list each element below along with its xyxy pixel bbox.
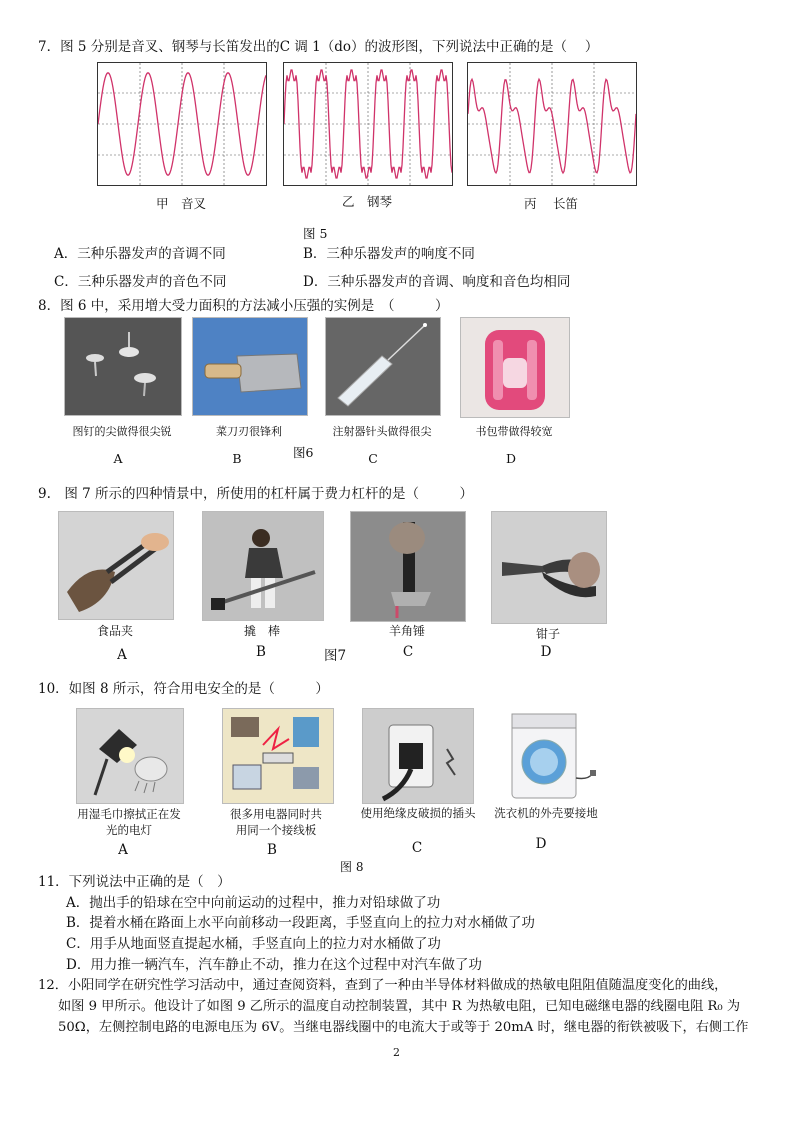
q9-letter-b: B xyxy=(256,644,266,660)
wave-flute xyxy=(467,62,637,186)
crowbar-image xyxy=(202,511,324,621)
wave-piano xyxy=(283,62,453,186)
wave-tuning-fork-graph xyxy=(98,63,266,185)
fig8-title: 图 8 xyxy=(340,860,364,874)
pliers-image xyxy=(491,511,607,624)
q12-line-3: 50Ω，左侧控制电路的电源电压为 6V。当继电器线圈中的电流大于或等于 20mA 时，继电器的衔铁被吸下，右侧工作 xyxy=(58,1020,749,1035)
cleaver-image xyxy=(192,317,308,416)
wave-flute-graph xyxy=(468,63,636,185)
q11-option-c: C．用手从地面竖直提起水桶，手竖直向上的拉力对水桶做了功 xyxy=(66,936,441,952)
q7-stem: 7．图 5 分别是音叉、钢琴与长笛发出的C 调 1（do）的波形图，下列说法中正确的是（ ） xyxy=(38,39,599,55)
q8-stem: 8．图 6 中，采用增大受力面积的方法减小压强的实例是 （ ） xyxy=(38,298,449,314)
q9-letter-c: C xyxy=(402,644,414,660)
fig7-title: 图7 xyxy=(324,648,347,664)
syringe-image xyxy=(325,317,441,416)
q8-caption-b: 菜刀刃很锋利 xyxy=(216,425,282,438)
q9-caption-a: 食品夹 xyxy=(96,624,133,638)
washing-machine-image xyxy=(500,708,606,802)
q10-caption-a: 用湿毛巾擦拭正在发光的电灯 xyxy=(77,807,181,837)
q11-stem: 11．下列说法中正确的是（ ） xyxy=(38,874,231,890)
fig5-title: 图 5 xyxy=(303,226,328,241)
q8-letter-d: D xyxy=(505,451,517,466)
page-number: 2 xyxy=(393,1046,400,1059)
q7-option-c: C．三种乐器发声的音色不同 xyxy=(54,274,227,290)
q7-option-d: D．三种乐器发声的音调、响度和音色均相同 xyxy=(303,274,571,290)
q10-letter-a: A xyxy=(118,842,128,858)
wave-label-b: 乙 钢琴 xyxy=(341,194,392,209)
q11-option-b: B．提着水桶在路面上水平向前移动一段距离，手竖直向上的拉力对水桶做了功 xyxy=(66,915,535,931)
q7-option-b: B．三种乐器发声的响度不同 xyxy=(303,246,475,262)
q12-line-1: 12．小阳同学在研究性学习活动中，通过查阅资料，查到了一种由半导体材料做成的热敏电阻阻值随温度变化的曲线， xyxy=(38,978,728,993)
wave-label-a: 甲 音叉 xyxy=(155,196,206,211)
q12-line-2: 如图 9 甲所示。他设计了如图 9 乙所示的温度自动控制装置，其中 R 为热敏电阻，已知电磁继电器的线圈电阻 R₀ 为 xyxy=(58,999,741,1014)
q9-caption-c: 羊角锤 xyxy=(388,624,425,638)
q9-caption-b: 撬 棒 xyxy=(243,624,280,638)
q8-caption-d: 书包带做得较宽 xyxy=(475,425,553,438)
q10-caption-d: 洗衣机的外壳要接地 xyxy=(494,806,598,820)
fig6-title: 图6 xyxy=(293,445,314,460)
food-tongs-image xyxy=(58,511,174,620)
q11-option-a: A．抛出手的铅球在空中向前运动的过程中，推力对铅球做了功 xyxy=(66,895,441,911)
q10-letter-d: D xyxy=(535,836,547,852)
schoolbag-image xyxy=(460,317,570,418)
wave-label-c: 丙 长笛 xyxy=(524,196,578,211)
q8-caption-a: 图钉的尖做得很尖锐 xyxy=(72,425,172,438)
q10-stem: 10．如图 8 所示，符合用电安全的是（ ） xyxy=(38,681,329,697)
q7-option-a: A．三种乐器发声的音调不同 xyxy=(54,246,226,262)
power-strip-overload-image xyxy=(222,708,334,804)
q8-letter-b: B xyxy=(232,451,242,466)
q8-caption-c: 注射器针头做得很尖 xyxy=(332,425,432,438)
q10-letter-b: B xyxy=(267,842,277,858)
q10-letter-c: C xyxy=(411,840,423,856)
q10-caption-b: 很多用电器同时共用同一个接线板 xyxy=(230,807,322,837)
claw-hammer-image xyxy=(350,511,466,622)
thumbtacks-image xyxy=(64,317,182,416)
wave-tuning-fork xyxy=(97,62,267,186)
q9-letter-d: D xyxy=(540,644,552,660)
q8-letter-c: C xyxy=(368,451,378,466)
q11-option-d: D．用力推一辆汽车，汽车静止不动，推力在这个过程中对汽车做了功 xyxy=(66,957,482,973)
q9-letter-a: A xyxy=(117,647,127,663)
q8-letter-a: A xyxy=(113,451,123,466)
lamp-towel-image xyxy=(76,708,184,804)
q9-caption-d: 钳子 xyxy=(535,627,560,641)
q10-caption-c: 使用绝缘皮破损的插头 xyxy=(360,806,476,820)
wave-piano-graph xyxy=(284,63,452,185)
q9-stem: 9. 图 7 所示的四种情景中，所使用的杠杆属于费力杠杆的是（ ） xyxy=(38,486,474,502)
damaged-plug-image xyxy=(362,708,474,804)
